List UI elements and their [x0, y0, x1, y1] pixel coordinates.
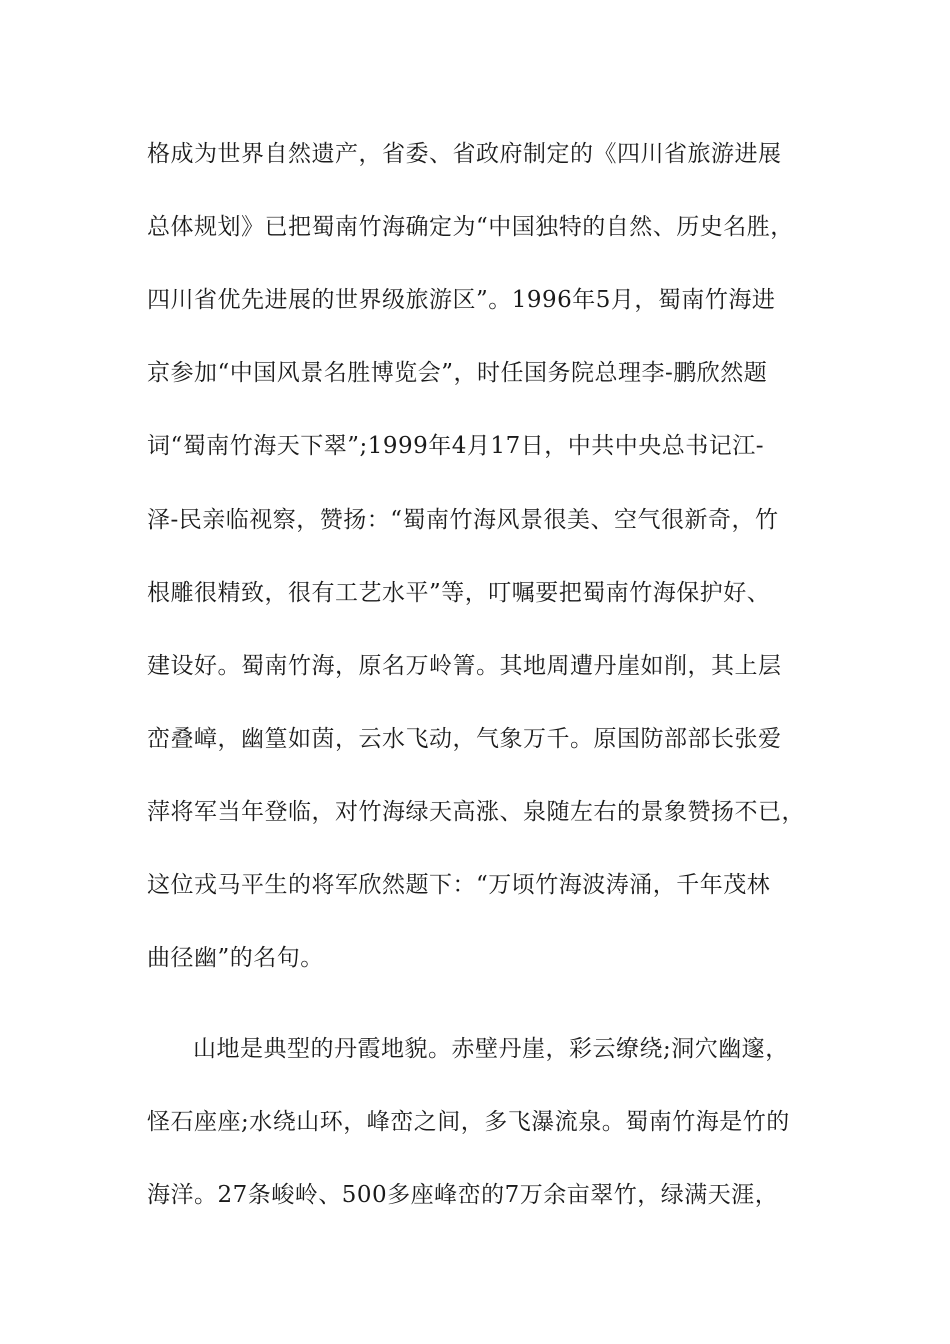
text-line: 萍将军当年登临，对竹海绿天高涨、泉随左右的景象赞扬不已，: [147, 799, 805, 825]
text-line: 峦叠嶂，幽篁如茵，云水飞动，气象万千。原国防部部长张爱: [147, 726, 782, 752]
text-line: 怪石座座;水绕山环，峰峦之间，多飞瀑流泉。蜀南竹海是竹的: [147, 1109, 790, 1135]
text-line: 总体规划》已把蜀南竹海确定为“中国独特的自然、历史名胜，: [147, 214, 794, 240]
text-line: 这位戎马平生的将军欣然题下：“万顷竹海波涛涌，千年茂林: [147, 872, 771, 898]
text-line: 建设好。蜀南竹海，原名万岭箐。其地周遭丹崖如削，其上层: [147, 653, 782, 679]
text-line: 京参加“中国风景名胜博览会”，时任国务院总理李-鹏欣然题: [147, 360, 768, 386]
paragraph-first-line: 山地是典型的丹霞地貌。赤壁丹崖，彩云缭绕;洞穴幽邃，: [193, 1036, 789, 1062]
text-line: 海洋。27条峻岭、500多座峰峦的7万余亩翠竹，绿满天涯，: [147, 1182, 779, 1208]
text-line: 泽-民亲临视察，赞扬：“蜀南竹海风景很美、空气很新奇，竹: [147, 507, 779, 533]
text-line: 根雕很精致，很有工艺水平”等，叮嘱要把蜀南竹海保护好、: [147, 580, 771, 606]
text-line: 词“蜀南竹海天下翠”;1999年4月17日，中共中央总书记江-: [147, 433, 764, 459]
text-line: 格成为世界自然遗产，省委、省政府制定的《四川省旅游进展: [147, 141, 782, 167]
text-line: 曲径幽”的名句。: [147, 945, 324, 971]
text-line: 四川省优先进展的世界级旅游区”。1996年5月，蜀南竹海进: [147, 287, 776, 313]
